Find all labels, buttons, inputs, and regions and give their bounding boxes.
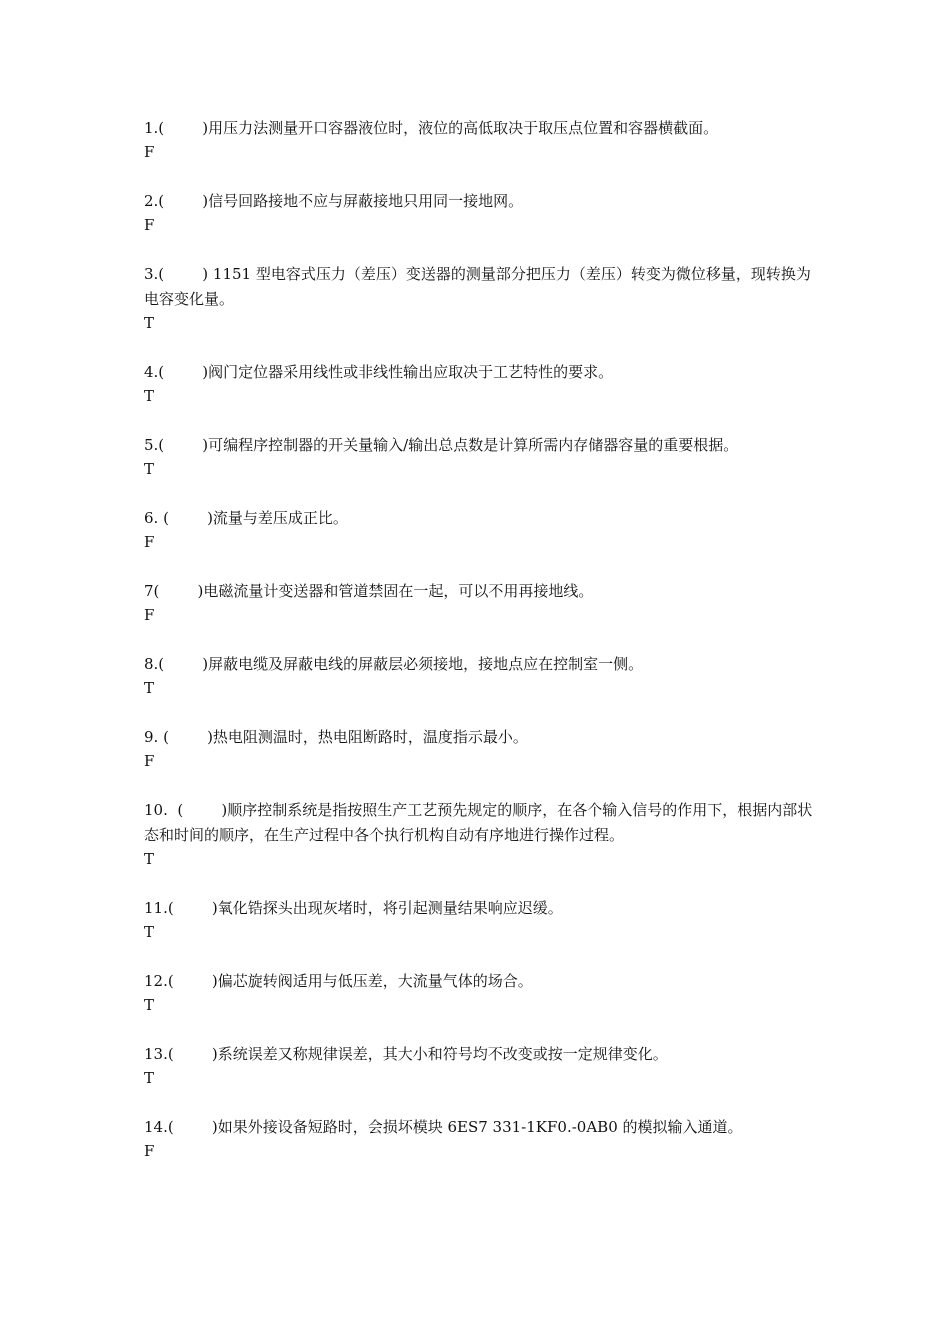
question-answer: F bbox=[144, 143, 155, 161]
question-text: 5.( )可编程序控制器的开关量输入/输出总点数是计算所需内存储器容量的重要根据。 bbox=[144, 436, 739, 454]
question-item bbox=[144, 189, 814, 236]
question-answer: T bbox=[144, 1069, 155, 1087]
question-item bbox=[144, 262, 814, 334]
question-text: 11.( )氧化锆探头出现灰堵时，将引起测量结果响应迟缓。 bbox=[144, 899, 563, 917]
question-item bbox=[144, 1115, 814, 1162]
question-item bbox=[144, 433, 814, 480]
question-text: 6. ( )流量与差压成正比。 bbox=[144, 509, 348, 527]
question-text: 14.( )如果外接设备短路时，会损坏模块 6ES7 331-1KF0.-0AB0 的模拟输入通道。 bbox=[144, 1118, 743, 1136]
question-answer: T bbox=[144, 679, 155, 697]
question-item bbox=[144, 360, 814, 407]
question-item bbox=[144, 506, 814, 553]
question-answer: T bbox=[144, 314, 155, 332]
question-text: 12.( )偏芯旋转阀适用与低压差，大流量气体的场合。 bbox=[144, 972, 533, 990]
question-item bbox=[144, 798, 814, 870]
question-text: 2.( )信号回路接地不应与屏蔽接地只用同一接地网。 bbox=[144, 192, 524, 210]
question-item bbox=[144, 725, 814, 772]
question-item bbox=[144, 969, 814, 1016]
question-text: 4.( )阀门定位器采用线性或非线性输出应取决于工艺特性的要求。 bbox=[144, 363, 614, 381]
question-text: 1.( )用压力法测量开口容器液位时，液位的高低取决于取压点位置和容器横截面。 bbox=[144, 119, 719, 137]
question-text: 9. ( )热电阻测温时，热电阻断路时，温度指示最小。 bbox=[144, 728, 528, 746]
question-answer: T bbox=[144, 996, 155, 1014]
question-text: 13.( )系统误差又称规律误差，其大小和符号均不改变或按一定规律变化。 bbox=[144, 1045, 668, 1063]
question-answer: T bbox=[144, 460, 155, 478]
question-text: 10. ( )顺序控制系统是指按照生产工艺预先规定的顺序，在各个输入信号的作用下，根据内部状态和时间的顺序，在生产过程中各个执行机构自动有序地进行操作过程。 bbox=[144, 801, 813, 844]
document-page bbox=[144, 116, 814, 1188]
question-item bbox=[144, 116, 814, 163]
question-answer: F bbox=[144, 752, 155, 770]
question-answer: F bbox=[144, 216, 155, 234]
question-item bbox=[144, 579, 814, 626]
question-item bbox=[144, 1042, 814, 1089]
question-text: 8.( )屏蔽电缆及屏蔽电线的屏蔽层必须接地，接地点应在控制室一侧。 bbox=[144, 655, 644, 673]
question-item bbox=[144, 896, 814, 943]
question-answer: F bbox=[144, 606, 155, 624]
question-answer: F bbox=[144, 533, 155, 551]
question-text: 3.( ) 1151 型电容式压力（差压）变送器的测量部分把压力（差压）转变为微位移量，现转换为电容变化量。 bbox=[144, 265, 811, 308]
question-text: 7( )电磁流量计变送器和管道禁固在一起，可以不用再接地线。 bbox=[144, 582, 594, 600]
question-answer: T bbox=[144, 387, 155, 405]
question-answer: T bbox=[144, 850, 155, 868]
question-answer: F bbox=[144, 1142, 155, 1160]
question-item bbox=[144, 652, 814, 699]
question-answer: T bbox=[144, 923, 155, 941]
